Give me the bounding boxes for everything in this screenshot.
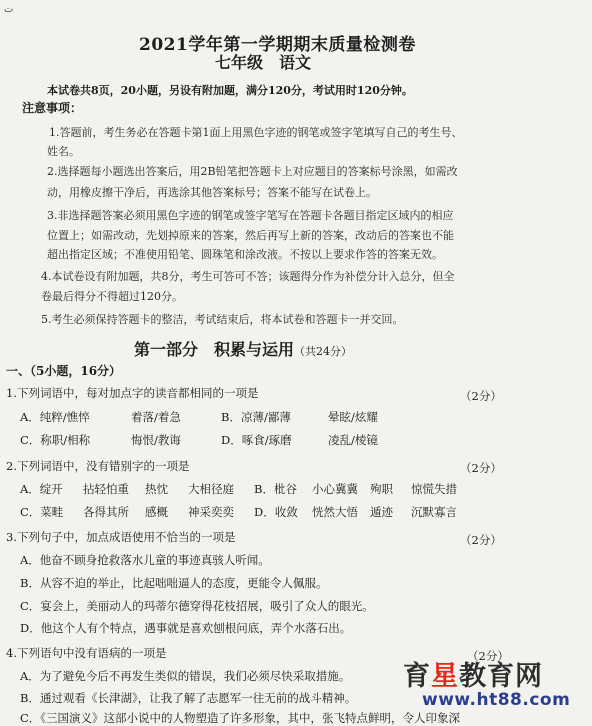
option-a: A．他奋不顾身抢救落水儿童的事迹真骇人听闻。 — [20, 553, 270, 567]
option-b: B．凉薄/鄙薄 — [221, 410, 291, 424]
option-text: 小心冀冀 — [312, 482, 358, 496]
option-b: B．通过观看《长津湖》，让我了解了志愿军一往无前的战斗精神。 — [20, 691, 357, 705]
option-a: A．绽开 — [20, 482, 63, 496]
option-c: C．宴会上，美丽动人的玛蒂尔德穿得花枝招展，吸引了众人的眼光。 — [20, 599, 374, 613]
notice-line: 卷最后得分不得超过120分。 — [41, 290, 183, 303]
option-text: 惊慌失措 — [411, 482, 457, 496]
part-score: （共24分） — [294, 345, 353, 358]
question-stem: 2.下列词语中，没有错别字的一项是 — [6, 459, 190, 473]
corner-mark: ت — [4, 4, 14, 15]
option-c: C．《三国演义》这部小说中的人物塑造了许多形象，其中，张飞特点鲜明，令人印象深 — [20, 711, 461, 725]
option-a: A．纯粹/憔悴 — [20, 410, 90, 424]
option-b: B．枇谷 — [254, 482, 297, 496]
option-text: 恍然大悟 — [312, 505, 358, 519]
question-score: （2分） — [460, 533, 502, 547]
notice-line: 位置上；如需改动，先划掉原来的答案，然后再写上新的答案，改动后的答案也不能 — [47, 229, 454, 242]
watermark-logo: 育星教育网 — [403, 661, 543, 692]
notice-line: 动，用橡皮擦干净后，再选涂其他答案标号；答案不能写在试卷上。 — [47, 186, 377, 199]
question-stem: 3.下列句子中，加点成语使用不恰当的一项是 — [6, 530, 236, 544]
option-c: C．菜畦 — [20, 505, 64, 519]
option-text: 悔恨/教诲 — [131, 433, 181, 447]
notice-line: 1.答题前，考生务必在答题卡第1面上用黑色字迹的钢笔或签字笔填写自己的考生号、 — [49, 126, 463, 139]
option-text: 拈轻怕重 — [83, 482, 129, 496]
option-text: 凌乱/棱镜 — [328, 433, 378, 447]
notice-line: 超出指定区域；不准使用铅笔、圆珠笔和涂改液。不按以上要求作答的答案无效。 — [47, 248, 443, 261]
option-a: A．为了避免今后不再发生类似的错误，我们必须尽快采取措施。 — [20, 669, 351, 683]
watermark-url: www.ht88.com — [422, 690, 571, 710]
option-b: B．从容不迫的举止，比起咄咄逼人的态度，更能令人佩服。 — [20, 576, 328, 590]
option-text: 着落/着急 — [131, 410, 181, 424]
option-text: 热忱 — [145, 482, 168, 496]
question-score: （2分） — [460, 389, 502, 403]
option-text: 沉默寡言 — [411, 505, 457, 519]
notice-heading: 注意事项： — [22, 101, 83, 115]
option-text: 各得其所 — [83, 505, 129, 519]
notice-line: 2.选择题每小题选出答案后，用2B铅笔把答题卡上对应题目的答案标号涂黑，如需改 — [47, 165, 458, 178]
question-score: （2分） — [467, 649, 509, 663]
question-score: （2分） — [460, 461, 502, 475]
notice-line: 5.考生必须保持答题卡的整洁，考试结束后，将本试卷和答题卡一并交回。 — [41, 313, 404, 326]
question-stem: 1.下列词语中，每对加点字的读音都相同的一项是 — [6, 386, 259, 400]
option-d: D．啄食/琢磨 — [221, 433, 292, 447]
section-heading: 一、（5小题，16分） — [6, 364, 122, 378]
option-c: C．称职/相称 — [20, 433, 91, 447]
option-d: D．他这个人有个特点，遇事就是喜欢刨根问底，弄个水落石出。 — [20, 621, 352, 635]
notice-line: 3.非选择题答案必须用黑色字迹的钢笔或签字笔写在答题卡各题目指定区域内的相应 — [47, 209, 454, 222]
option-text: 神采奕奕 — [188, 505, 234, 519]
option-text: 大相径庭 — [188, 482, 234, 496]
exam-title: 2021学年第一学期期末质量检测卷 — [139, 35, 416, 55]
exam-subtitle: 七年级 语文 — [215, 53, 312, 72]
part-heading — [134, 337, 352, 360]
option-text: 晕眩/炫耀 — [328, 410, 378, 424]
option-text: 殉职 — [370, 482, 393, 496]
exam-info: 本试卷共8页，20小题，另设有附加题，满分120分，考试用时120分钟。 — [47, 84, 413, 97]
option-text: 感概 — [145, 505, 168, 519]
question-stem: 4.下列语句中没有语病的一项是 — [6, 646, 167, 660]
option-text: 遁迹 — [370, 505, 393, 519]
option-d: D．收敛 — [254, 505, 298, 519]
part-title: 第一部分 积累与运用 — [134, 340, 295, 359]
notice-line: 姓名。 — [47, 145, 80, 158]
notice-line: 4.本试卷设有附加题，共8分，考生可答可不答；该题得分作为补偿分计入总分，但全 — [41, 270, 455, 283]
